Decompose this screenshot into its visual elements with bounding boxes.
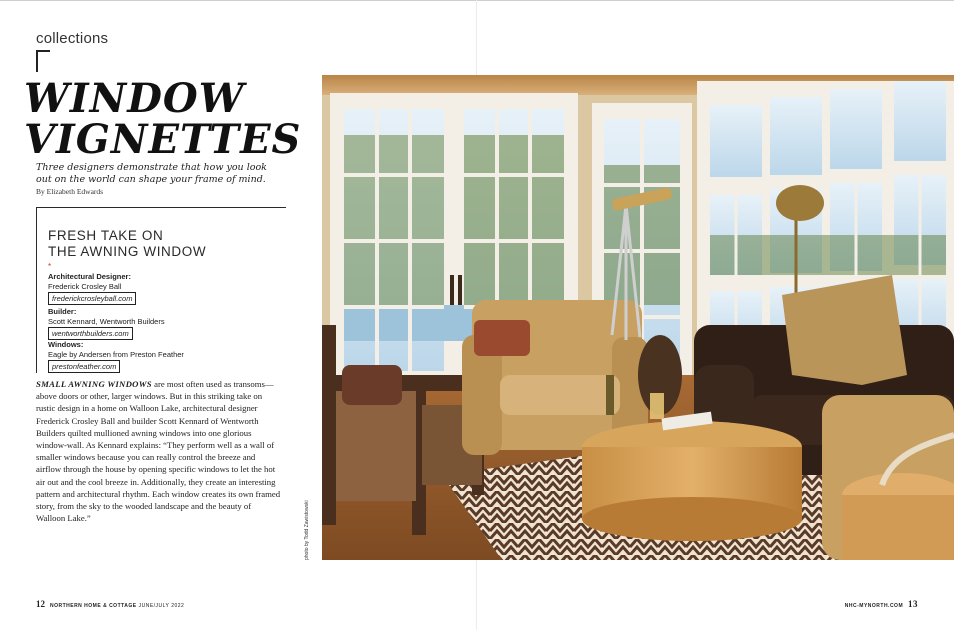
headline-line-2: VIGNETTES	[24, 116, 302, 163]
sidebar-title	[48, 228, 206, 260]
sidebar-title-line-2: THE AWNING WINDOW	[48, 244, 207, 259]
issue-date: JUNE/JULY 2022	[138, 603, 185, 609]
credit-url-link[interactable]: prestonfeather.com	[48, 360, 120, 373]
body-lead: SMALL AWNING WINDOWS	[36, 379, 152, 389]
section-rule	[36, 50, 50, 52]
page-number-right: 13	[908, 599, 918, 609]
folio-left	[36, 599, 184, 609]
interior-photo-drawing	[322, 75, 954, 560]
headline	[24, 75, 302, 163]
headline-line-1: WINDOW	[24, 75, 245, 122]
credit-url-link[interactable]: frederickcrosleyball.com	[48, 292, 136, 305]
credit-windows	[48, 340, 184, 373]
credit-label: Architectural Designer:	[48, 272, 131, 281]
red-star: *	[48, 262, 52, 271]
section-tick	[36, 50, 38, 72]
body-copy: are most often used as transoms—above doors or other, larger windows. But in this striking take on rustic design in a home on Walloon Lake, architectural designer Frederick Crosley Ball and builder Scott Kennard of Wentworth Builders quilted mullioned awning windows into one glorious window-wall. As Kennard explains: “They perform well as a wall of smaller windows because you can really control the breeze and airflow through the house by opening specific windows to let the hot air out and the cool breeze in. Additionally, they create an interesting pattern and architectural rhythm. Each window creates its own framed story, from the sky to the wooded landscape and the beauty of Walloon Lake.”	[36, 379, 281, 524]
credit-url-link[interactable]: wentworthbuilders.com	[48, 327, 133, 340]
photo-credit	[304, 500, 314, 560]
sidebar-title-line-1: FRESH TAKE ON	[48, 228, 164, 243]
photo-credit-text: photo by Todd Zawistowski	[304, 500, 310, 560]
section-label: collections	[36, 30, 109, 47]
credit-value: Frederick Crosley Ball	[48, 281, 122, 291]
credit-label: Windows:	[48, 340, 84, 349]
deck: Three designers demonstrate that how you look out on the world can shape your frame of mind.	[36, 162, 267, 185]
page-number-left: 12	[36, 599, 45, 609]
folio-right	[845, 599, 918, 609]
publication-name: NORTHERN HOME & COTTAGE	[49, 603, 137, 609]
credit-value: Scott Kennard, Wentworth Builders	[48, 316, 165, 326]
credit-designer	[48, 272, 136, 305]
credit-label: Builder:	[48, 307, 77, 316]
website: NHC-MYNORTH.COM	[844, 603, 904, 609]
credit-value: Eagle by Andersen from Preston Feather	[48, 349, 184, 359]
byline: By Elizabeth Edwards	[36, 187, 104, 196]
credit-builder	[48, 307, 165, 340]
body-text	[36, 378, 282, 524]
interior-photo	[322, 75, 954, 560]
